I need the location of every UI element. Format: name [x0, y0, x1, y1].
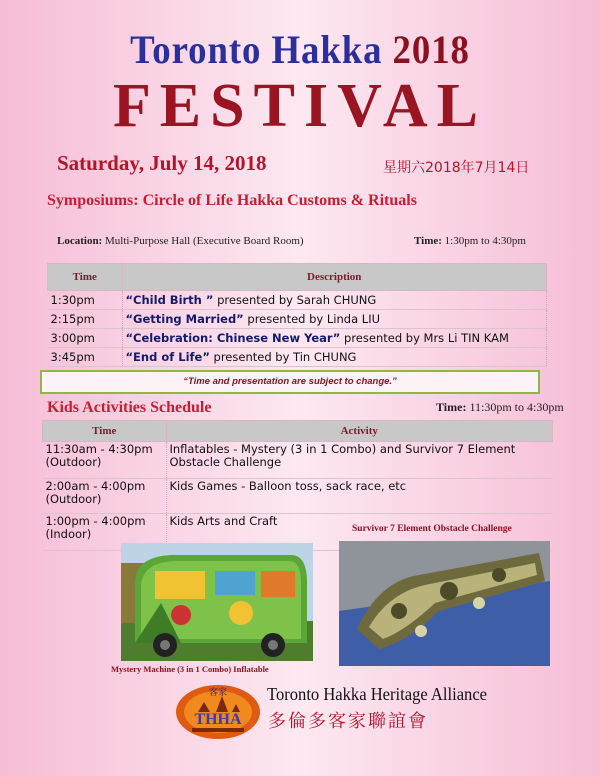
column-header: Time: [43, 421, 167, 442]
talk-presenter: presented by Tin CHUNG: [209, 350, 357, 364]
column-header: Activity: [166, 421, 553, 442]
column-header: Description: [122, 264, 547, 291]
schedule-notice: “Time and presentation are subject to change.”: [40, 370, 540, 394]
obstacle-course-photo: [339, 541, 550, 666]
talk-title: “Getting Married”: [125, 312, 244, 326]
venue: (Outdoor): [45, 492, 102, 506]
event-date: Saturday, July 14, 2018: [57, 151, 267, 175]
talk-presenter: presented by Mrs Li TIN KAM: [340, 331, 509, 345]
table-row: [43, 442, 553, 479]
row-time: [43, 442, 167, 479]
table-row: [48, 310, 547, 329]
mystery-machine-caption: Mystery Machine (3 in 1 Combo) Inflatable: [111, 664, 269, 674]
time-value: 1:30pm to 4:30pm: [444, 235, 526, 247]
kids-heading: Kids Activities Schedule: [47, 399, 212, 416]
row-description: [122, 348, 547, 367]
alliance-name: Toronto Hakka Heritage Alliance: [267, 684, 488, 704]
talk-title: “End of Life”: [125, 350, 210, 364]
obstacle-caption: Survivor 7 Element Obstacle Challenge: [352, 524, 512, 534]
table-row: [48, 348, 547, 367]
time-label: Time:: [436, 400, 467, 414]
thha-logo: [176, 682, 261, 740]
time-range: 11:30am - 4:30pm: [45, 442, 153, 456]
symposium-heading: Symposiums: Circle of Life Hakka Customs & Rituals: [47, 192, 417, 209]
row-activity: Kids Games - Balloon toss, sack race, etc: [166, 479, 553, 514]
location-value: Multi-Purpose Hall (Executive Board Room): [104, 235, 304, 247]
table-row: [43, 479, 553, 514]
row-description: [122, 310, 547, 329]
mystery-machine-photo: [121, 543, 313, 661]
row-time: [43, 479, 167, 514]
talk-presenter: presented by Sarah CHUNG: [213, 293, 377, 307]
talk-presenter: presented by Linda LIU: [243, 312, 381, 326]
symposium-location: [57, 235, 304, 247]
time-value: 11:30pm to 4:30pm: [469, 400, 564, 414]
kids-time: [436, 400, 564, 415]
row-time: 3:00pm: [48, 329, 123, 348]
table-row: [48, 329, 547, 348]
row-activity: Inflatables - Mystery (3 in 1 Combo) and Survivor 7 Element Obstacle Challenge: [166, 442, 553, 479]
time-range: 1:00pm - 4:00pm: [45, 514, 146, 528]
festival-title-line2: FESTIVAL: [112, 72, 488, 140]
row-time: 2:15pm: [48, 310, 123, 329]
venue: (Outdoor): [45, 455, 102, 469]
title-text: Toronto Hakka: [130, 27, 383, 72]
row-description: [122, 329, 547, 348]
talk-title: “Celebration: Chinese New Year”: [125, 331, 341, 345]
row-description: [122, 291, 547, 310]
event-date-chinese: 星期六2018年7月14日: [383, 160, 530, 176]
column-header: Time: [48, 264, 123, 291]
logo-text: THHA: [194, 711, 242, 728]
time-label: Time:: [414, 235, 442, 247]
symposium-table: [47, 263, 547, 367]
table-row: [48, 291, 547, 310]
talk-title: “Child Birth ”: [125, 293, 214, 307]
location-label: Location:: [57, 235, 103, 247]
alliance-name-chinese: 多倫多客家聯誼會: [268, 711, 428, 732]
venue: (Indoor): [45, 527, 92, 541]
symposium-time: [414, 235, 526, 247]
logo-chinese: 客家: [208, 688, 228, 698]
time-range: 2:00am - 4:00pm: [45, 479, 146, 493]
row-time: 3:45pm: [48, 348, 123, 367]
title-year: 2018: [392, 27, 470, 72]
row-activity: Kids Arts and Craft: [166, 514, 553, 551]
row-time: 1:30pm: [48, 291, 123, 310]
